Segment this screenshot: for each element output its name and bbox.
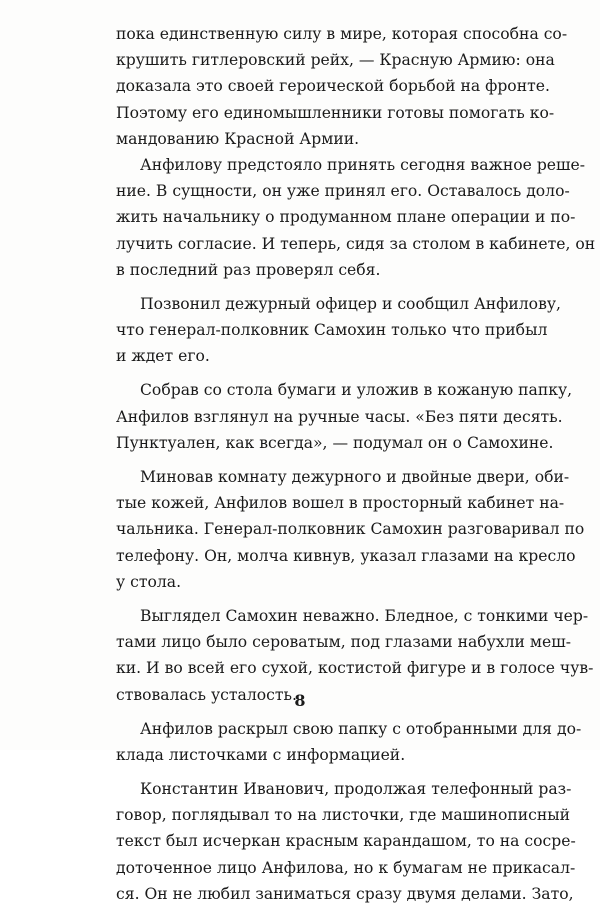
text-line: текст был исчеркан красным карандашом, то на сосре- bbox=[116, 832, 576, 851]
text-line: ние. В сущности, он уже принял его. Оставалось доло- bbox=[116, 182, 570, 201]
text-line: Пунктуален, как всегда», — подумал он о Самохине. bbox=[116, 433, 554, 452]
text-line: тами лицо было сероватым, под глазами набухли меш- bbox=[116, 633, 572, 652]
text-line: доточенное лицо Анфилова, но к бумагам не прикасал- bbox=[116, 858, 576, 877]
text-line: Миновав комнату дежурного и двойные двери, оби- bbox=[140, 468, 570, 486]
paragraph bbox=[116, 776, 576, 907]
paragraph bbox=[116, 716, 582, 768]
text-line: в последний раз проверял себя. bbox=[116, 260, 381, 279]
text-line: тые кожей, Анфилов вошел в просторный кабинет на- bbox=[116, 494, 565, 513]
text-line: лучить согласие. И теперь, сидя за столом в кабинете, он bbox=[116, 234, 596, 253]
paragraph bbox=[116, 21, 568, 152]
text-line: ствовалась усталость. bbox=[116, 685, 297, 704]
text-line: и ждет его. bbox=[116, 347, 210, 366]
text-line: ся. Он не любил заниматься сразу двумя делами. Зато, bbox=[116, 884, 574, 903]
text-line: ки. И во всей его сухой, костистой фигуре и в голосе чув- bbox=[116, 659, 594, 678]
paragraph bbox=[116, 291, 561, 370]
text-line: клада листочками с информацией. bbox=[116, 745, 406, 764]
text-line: Позвонил дежурный офицер и сообщил Анфилову, bbox=[140, 294, 561, 313]
text-line: пока единственную силу в мире, которая способна со- bbox=[116, 25, 568, 43]
text-line: доказала это своей героической борьбой на фронте. bbox=[116, 77, 550, 96]
text-line: Выглядел Самохин неважно. Бледное, с тонкими чер- bbox=[140, 606, 589, 625]
text-line: мандованию Красной Армии. bbox=[116, 129, 360, 148]
text-line: Собрав со стола бумаги и уложив в кожаную папку, bbox=[140, 381, 573, 400]
page-number: 8 bbox=[294, 691, 306, 710]
body-text bbox=[116, 21, 596, 907]
text-line: говор, поглядывал то на листочки, где машинописный bbox=[116, 806, 571, 825]
paragraph bbox=[116, 464, 585, 595]
text-line: телефону. Он, молча кивнув, указал глазами на кресло bbox=[116, 546, 576, 565]
paragraph bbox=[116, 152, 596, 283]
text-line: Константин Иванович, продолжая телефонный раз- bbox=[140, 780, 572, 799]
text-line: чальника. Генерал-полковник Самохин разговаривал по bbox=[116, 520, 585, 539]
paragraph bbox=[116, 377, 573, 456]
text-line: Анфилов взглянул на ручные часы. «Без пяти десять. bbox=[116, 407, 563, 426]
text-line: жить начальнику о продуманном плане операции и по- bbox=[116, 208, 576, 227]
text-line: что генерал-полковник Самохин только что прибыл bbox=[116, 321, 548, 340]
text-line: Анфилов раскрыл свою папку с отобранными для до- bbox=[140, 719, 582, 738]
text-line: крушить гитлеровский рейх, — Красную Армию: она bbox=[116, 51, 555, 70]
text-line: Анфилову предстояло принять сегодня важное реше- bbox=[140, 155, 586, 174]
text-line: у стола. bbox=[116, 572, 182, 591]
text-line: Поэтому его единомышленники готовы помогать ко- bbox=[116, 103, 555, 122]
